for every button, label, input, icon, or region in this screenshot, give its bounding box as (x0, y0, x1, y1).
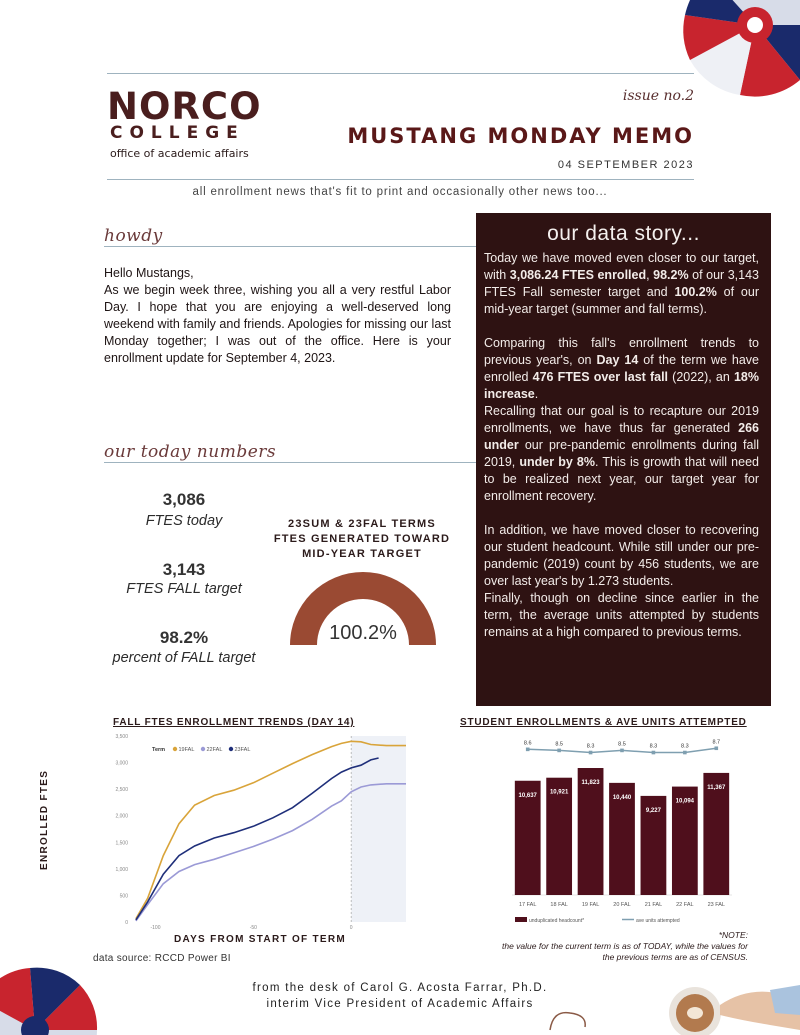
howdy-body (104, 265, 451, 367)
units-label: 8.6 (523, 740, 532, 747)
bar-value-label: 9,227 (645, 807, 661, 814)
fall-ftes-line-chart (110, 730, 410, 930)
bar-19-FAL (578, 768, 604, 895)
issue-number: issue no.2 (622, 88, 694, 104)
x-tick-label: -50 (249, 925, 257, 930)
fall-target-label: FTES FALL target (126, 581, 242, 597)
line-chart-ylabel: ENROLLED FTES (39, 769, 50, 870)
data-story-paragraph-3: Recalling that our goal is to recapture our 2019 enrollments, we have thus far generated 266 under our pre-pandemic enrollments during fall 2019, under by 8%. This is growth that will need to be realized next year, our target year for enrollment recovery. (484, 404, 759, 503)
ftes-today-value: 3,086 (162, 490, 206, 509)
note-line-1: the value for the current term is as of TODAY, while the values for (502, 941, 748, 951)
legend-label-23FAL: 23FAL (234, 747, 251, 753)
data-story-paragraph-1: Today we have moved even closer to our target, with 3,086.24 FTES enrolled, 98.2% of our 3,143 FTES Fall semester target and 100.2% of our mid-year target (summer and fall terms). (484, 251, 760, 316)
howdy-paragraph: As we begin week three, wishing you all a very restful Labor Day. I hope that you are enjoying a well-deserved long weekend with family and friends. Apologies for missing our last Monday together; I was out of the office. Here is your enrollment update for September 4, 2023. (104, 283, 451, 365)
logo-college: COLLEGE (110, 123, 245, 143)
units-point (589, 751, 593, 755)
bar-value-label: 10,094 (675, 798, 695, 805)
y-tick-label: 1,500 (115, 840, 128, 847)
y-tick-label: 3,000 (115, 760, 128, 767)
header-bottom-rule (107, 179, 694, 180)
category-label: 20 FAL (613, 902, 631, 908)
bar-chart-title: STUDENT ENROLLMENTS & AVE UNITS ATTEMPTED (460, 717, 747, 728)
percent-of-target-value: 98.2% (159, 628, 209, 647)
data-story-body (484, 250, 759, 641)
howdy-heading: howdy (104, 226, 163, 246)
gauge-title-line-2: FTES GENERATED TOWARD (273, 533, 451, 545)
units-label: 8.7 (712, 739, 721, 746)
units-point (714, 746, 718, 750)
today-numbers-heading: our today numbers (104, 442, 277, 462)
data-source: data source: RCCD Power BI (93, 953, 231, 964)
data-story-paragraph-2: Comparing this fall's enrollment trends to previous year's, on Day 14 of the term we have enrolled 476 FTES over last fall (2022), an 18% increase. (484, 336, 760, 401)
line-chart-legend (152, 747, 250, 753)
legend-marker-headcount (515, 917, 527, 922)
x-tick-label: -100 (150, 925, 161, 930)
y-tick-label: 2,000 (115, 813, 128, 820)
gauge-title-line-3: MID-YEAR TARGET (302, 548, 422, 560)
units-label: 8.5 (618, 741, 626, 748)
bar-value-label: 11,823 (581, 780, 600, 787)
header-top-rule (107, 73, 694, 74)
category-label: 23 FAL (707, 902, 726, 908)
legend-marker-23FAL (229, 747, 233, 751)
units-point (683, 751, 687, 755)
data-story-paragraph-5: Finally, though on decline since earlier in the term, the average units attempted by students remains at a high compared to previous terms. (484, 591, 759, 639)
y-tick-label: 500 (119, 893, 128, 900)
bar-value-label: 10,440 (612, 794, 632, 801)
line-chart-title: FALL FTES ENROLLMENT TRENDS (DAY 14) (113, 717, 355, 728)
tagline: all enrollment news that's fit to print and occasionally other news too... (192, 186, 608, 198)
data-story-heading: our data story... (547, 222, 700, 245)
howdy-rule (104, 246, 476, 247)
category-label: 21 FAL (644, 902, 663, 908)
ftes-today-label: FTES today (145, 513, 223, 529)
note-label: *NOTE: (718, 930, 748, 940)
y-tick-label: 2,500 (115, 787, 128, 794)
legend-marker-22FAL (201, 747, 205, 751)
units-label: 8.3 (681, 743, 689, 750)
gauge-title-line-1: 23SUM & 23FAL TERMS (288, 518, 436, 530)
units-point (557, 749, 561, 753)
percent-of-target-label: percent of FALL target (112, 650, 256, 666)
logo-subtitle: office of academic affairs (110, 147, 249, 160)
bar-23-FAL (703, 773, 729, 895)
memo-date: 04 SEPTEMBER 2023 (557, 159, 694, 171)
howdy-greeting: Hello Mustangs, (104, 266, 194, 280)
legend-label-22FAL: 22FAL (206, 747, 223, 753)
bar-value-label: 10,921 (549, 789, 569, 796)
footer-title: interim Vice President of Academic Affairs (266, 998, 534, 1010)
chart-note (440, 930, 748, 963)
x-tick-label: 0 (349, 925, 353, 930)
y-tick-label: 1,000 (115, 866, 128, 873)
legend-label-19FAL: 19FAL (178, 747, 195, 753)
y-tick-label: 3,500 (115, 734, 128, 740)
units-label: 8.3 (649, 743, 658, 750)
logo-norco: NORCO (107, 85, 262, 128)
y-tick-label: 0 (125, 920, 128, 926)
units-label: 8.5 (555, 741, 563, 748)
units-point (652, 751, 656, 755)
fall-target-value: 3,143 (162, 560, 206, 579)
forecast-region (351, 736, 406, 922)
units-label: 8.3 (586, 743, 595, 750)
legend-marker-19FAL (173, 747, 177, 751)
category-label: 17 FAL (518, 902, 537, 908)
units-point (526, 748, 530, 752)
category-label: 18 FAL (550, 902, 568, 908)
bar-value-label: 10,637 (518, 792, 537, 799)
bar-chart-legend (515, 917, 680, 924)
gauge-title (262, 517, 462, 562)
bar-value-label: 11,367 (707, 784, 726, 791)
data-story-paragraph-4: In addition, we have moved closer to recovering our student headcount. While still under our pre-pandemic (2019) count by 456 students, we are over last year's by 1.273 students. (484, 523, 759, 588)
legend-title: Term (152, 747, 166, 753)
category-label: 19 FAL (581, 902, 600, 908)
line-chart-xlabel: DAYS FROM START OF TERM (173, 934, 347, 945)
legend-label-headcount: unduplicated headcount* (529, 918, 585, 924)
category-label: 22 FAL (676, 902, 694, 908)
legend-label-units: ave units attempted (636, 918, 680, 924)
note-line-2: the previous terms are as of CENSUS. (602, 952, 748, 962)
enrollment-bar-chart (500, 730, 740, 930)
memo-title: MUSTANG MONDAY MEMO (347, 124, 694, 148)
units-point (620, 749, 624, 753)
gauge-value: 100.2% (329, 622, 397, 644)
today-numbers-rule (104, 462, 476, 463)
footer-from: from the desk of Carol G. Acosta Farrar, Ph.D. (252, 982, 548, 994)
